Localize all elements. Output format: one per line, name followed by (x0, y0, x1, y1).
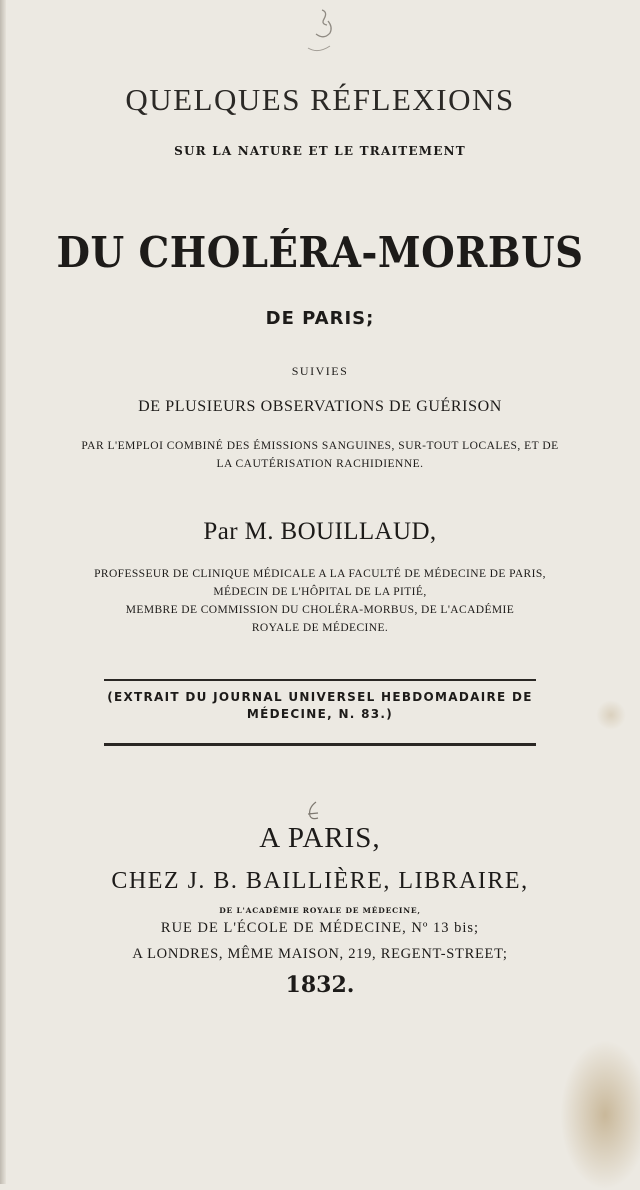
paper-stain (596, 700, 626, 730)
subtitle: DE PLUSIEURS OBSERVATIONS DE GUÉRISON (138, 398, 502, 415)
publisher-affiliation: DE L'ACADÉMIE ROYALE DE MÉDECINE, (219, 906, 421, 915)
pencil-mark-icon (304, 800, 322, 822)
divider-bottom (104, 743, 536, 746)
suivies-label: SUIVIES (291, 364, 349, 378)
publication-year: 1832. (285, 972, 355, 998)
title-line-4: DE PARIS; (265, 308, 375, 329)
credential-line: MEMBRE DE COMMISSION DU CHOLÉRA-MORBUS, DE L'ACADÉMIE (125, 604, 515, 616)
credential-line: MÉDECIN DE L'HÔPITAL DE LA PITIÉ, (213, 586, 427, 598)
london-address-line: A LONDRES, MÊME MAISON, 219, REGENT-STREET; (132, 946, 508, 962)
credential-line: PROFESSEUR DE CLINIQUE MÉDICALE A LA FACULTÉ DE MÉDECINE DE PARIS, (94, 568, 546, 580)
method-line-1: PAR L'EMPLOI COMBINÉ DES ÉMISSIONS SANGUINES, SUR-TOUT LOCALES, ET DE (81, 440, 559, 452)
extract-note-line-1: (EXTRAIT DU JOURNAL UNIVERSEL HEBDOMADAIRE DE (107, 690, 533, 704)
extract-note-line-2: MÉDECINE, N. 83.) (246, 707, 394, 721)
address-line: RUE DE L'ÉCOLE DE MÉDECINE, Nº 13 bis; (160, 920, 480, 936)
handwritten-mark-icon (298, 6, 342, 56)
credential-line: ROYALE DE MÉDECINE. (251, 622, 389, 634)
publisher-line: CHEZ J. B. BAILLIÈRE, LIBRAIRE, (111, 868, 529, 894)
place-of-publication: A PARIS, (259, 822, 381, 854)
title-line-1: QUELQUES RÉFLEXIONS (125, 82, 515, 117)
method-line-2: LA CAUTÉRISATION RACHIDIENNE. (216, 458, 424, 470)
title-main: DU CHOLÉRA-MORBUS (56, 228, 584, 277)
divider-top (104, 679, 536, 681)
author-line: Par M. BOUILLAUD, (203, 518, 437, 545)
title-line-2: SUR LA NATURE ET LE TRAITEMENT (174, 144, 466, 158)
paper-stain (560, 1040, 640, 1190)
